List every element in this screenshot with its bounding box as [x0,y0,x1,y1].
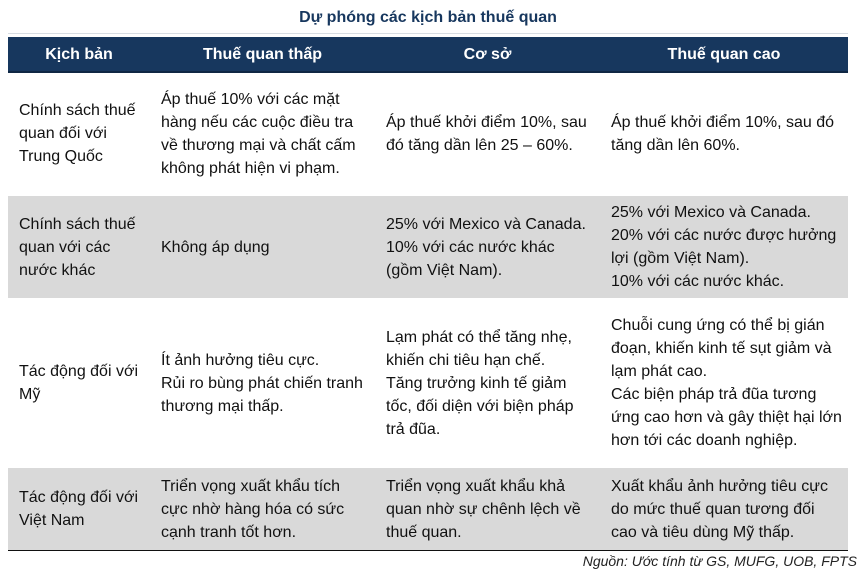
high-tariff-cell [600,300,848,466]
cell-line: Ít ảnh hưởng tiêu cực. [161,351,320,369]
base-cell [375,300,600,466]
table-row [8,196,848,298]
low-tariff-cell: Không áp dụng [150,196,375,298]
header-low-tariff: Thuế quan thấp [150,37,375,72]
cell-line: Tăng trưởng kinh tế giảm tốc, đối diện với biện pháp trả đũa. [386,374,574,438]
cell-line: 10% với các nước khác. [611,273,785,290]
scenario-cell: Tác động đối với Việt Nam [8,468,150,551]
cell-line: 20% với các nước được hưởng lợi (gồm Việt Nam). [611,227,837,267]
cell-line: 25% với Mexico và Canada. [386,215,586,233]
cell-line: 10% với các nước khác (gồm Việt Nam). [386,238,555,279]
table-row [8,72,848,194]
base-cell: Áp thuế khởi điểm 10%, sau đó tăng dần lên 25 – 60%. [375,72,600,194]
table-row [8,300,848,466]
header-scenario: Kịch bản [8,37,150,72]
header-high-tariff: Thuế quan cao [600,37,848,72]
low-tariff-cell [150,300,375,466]
cell-line: Lạm phát có thể tăng nhẹ, khiến chi tiêu hạn chế. [386,328,572,369]
cell-line: Rủi ro bùng phát chiến tranh thương mại thấp. [161,374,363,415]
high-tariff-cell [600,196,848,298]
scenario-cell: Tác động đối với Mỹ [8,300,150,466]
table-row [8,468,848,551]
header-base: Cơ sở [375,37,600,72]
table-title: Dự phóng các kịch bản thuế quan [299,9,557,26]
scenario-cell: Chính sách thuế quan với các nước khác [8,196,150,298]
high-tariff-cell: Áp thuế khởi điểm 10%, sau đó tăng dần lên 60%. [600,72,848,194]
top-rule [8,33,848,34]
low-tariff-cell: Triển vọng xuất khẩu tích cực nhờ hàng hóa có sức cạnh tranh tốt hơn. [150,468,375,551]
cell-line: Các biện pháp trả đũa tương ứng cao hơn và gây thiệt hại lớn hơn tới các doanh nghiệp. [611,386,842,449]
cell-line: Chuỗi cung ứng có thể bị gián đoạn, khiến kinh tế sụt giảm và lạm phát cao. [611,317,832,380]
base-cell: Triển vọng xuất khẩu khả quan nhờ sự chênh lệch về thuế quan. [375,468,600,551]
scenario-cell: Chính sách thuế quan đối với Trung Quốc [8,72,150,194]
scenario-table [8,37,848,551]
high-tariff-cell: Xuất khẩu ảnh hưởng tiêu cực do mức thuế quan tương đối cao và tiêu dùng Mỹ thấp. [600,468,848,551]
header-row [8,37,848,72]
low-tariff-cell: Áp thuế 10% với các mặt hàng nếu các cuộc điều tra về thương mại và chất cấm không phát hiện vi phạm. [150,72,375,194]
base-cell [375,196,600,298]
cell-line: 25% với Mexico và Canada. [611,204,811,221]
source-note: Nguồn: Ước tính từ GS, MUFG, UOB, FPTS [582,553,857,569]
